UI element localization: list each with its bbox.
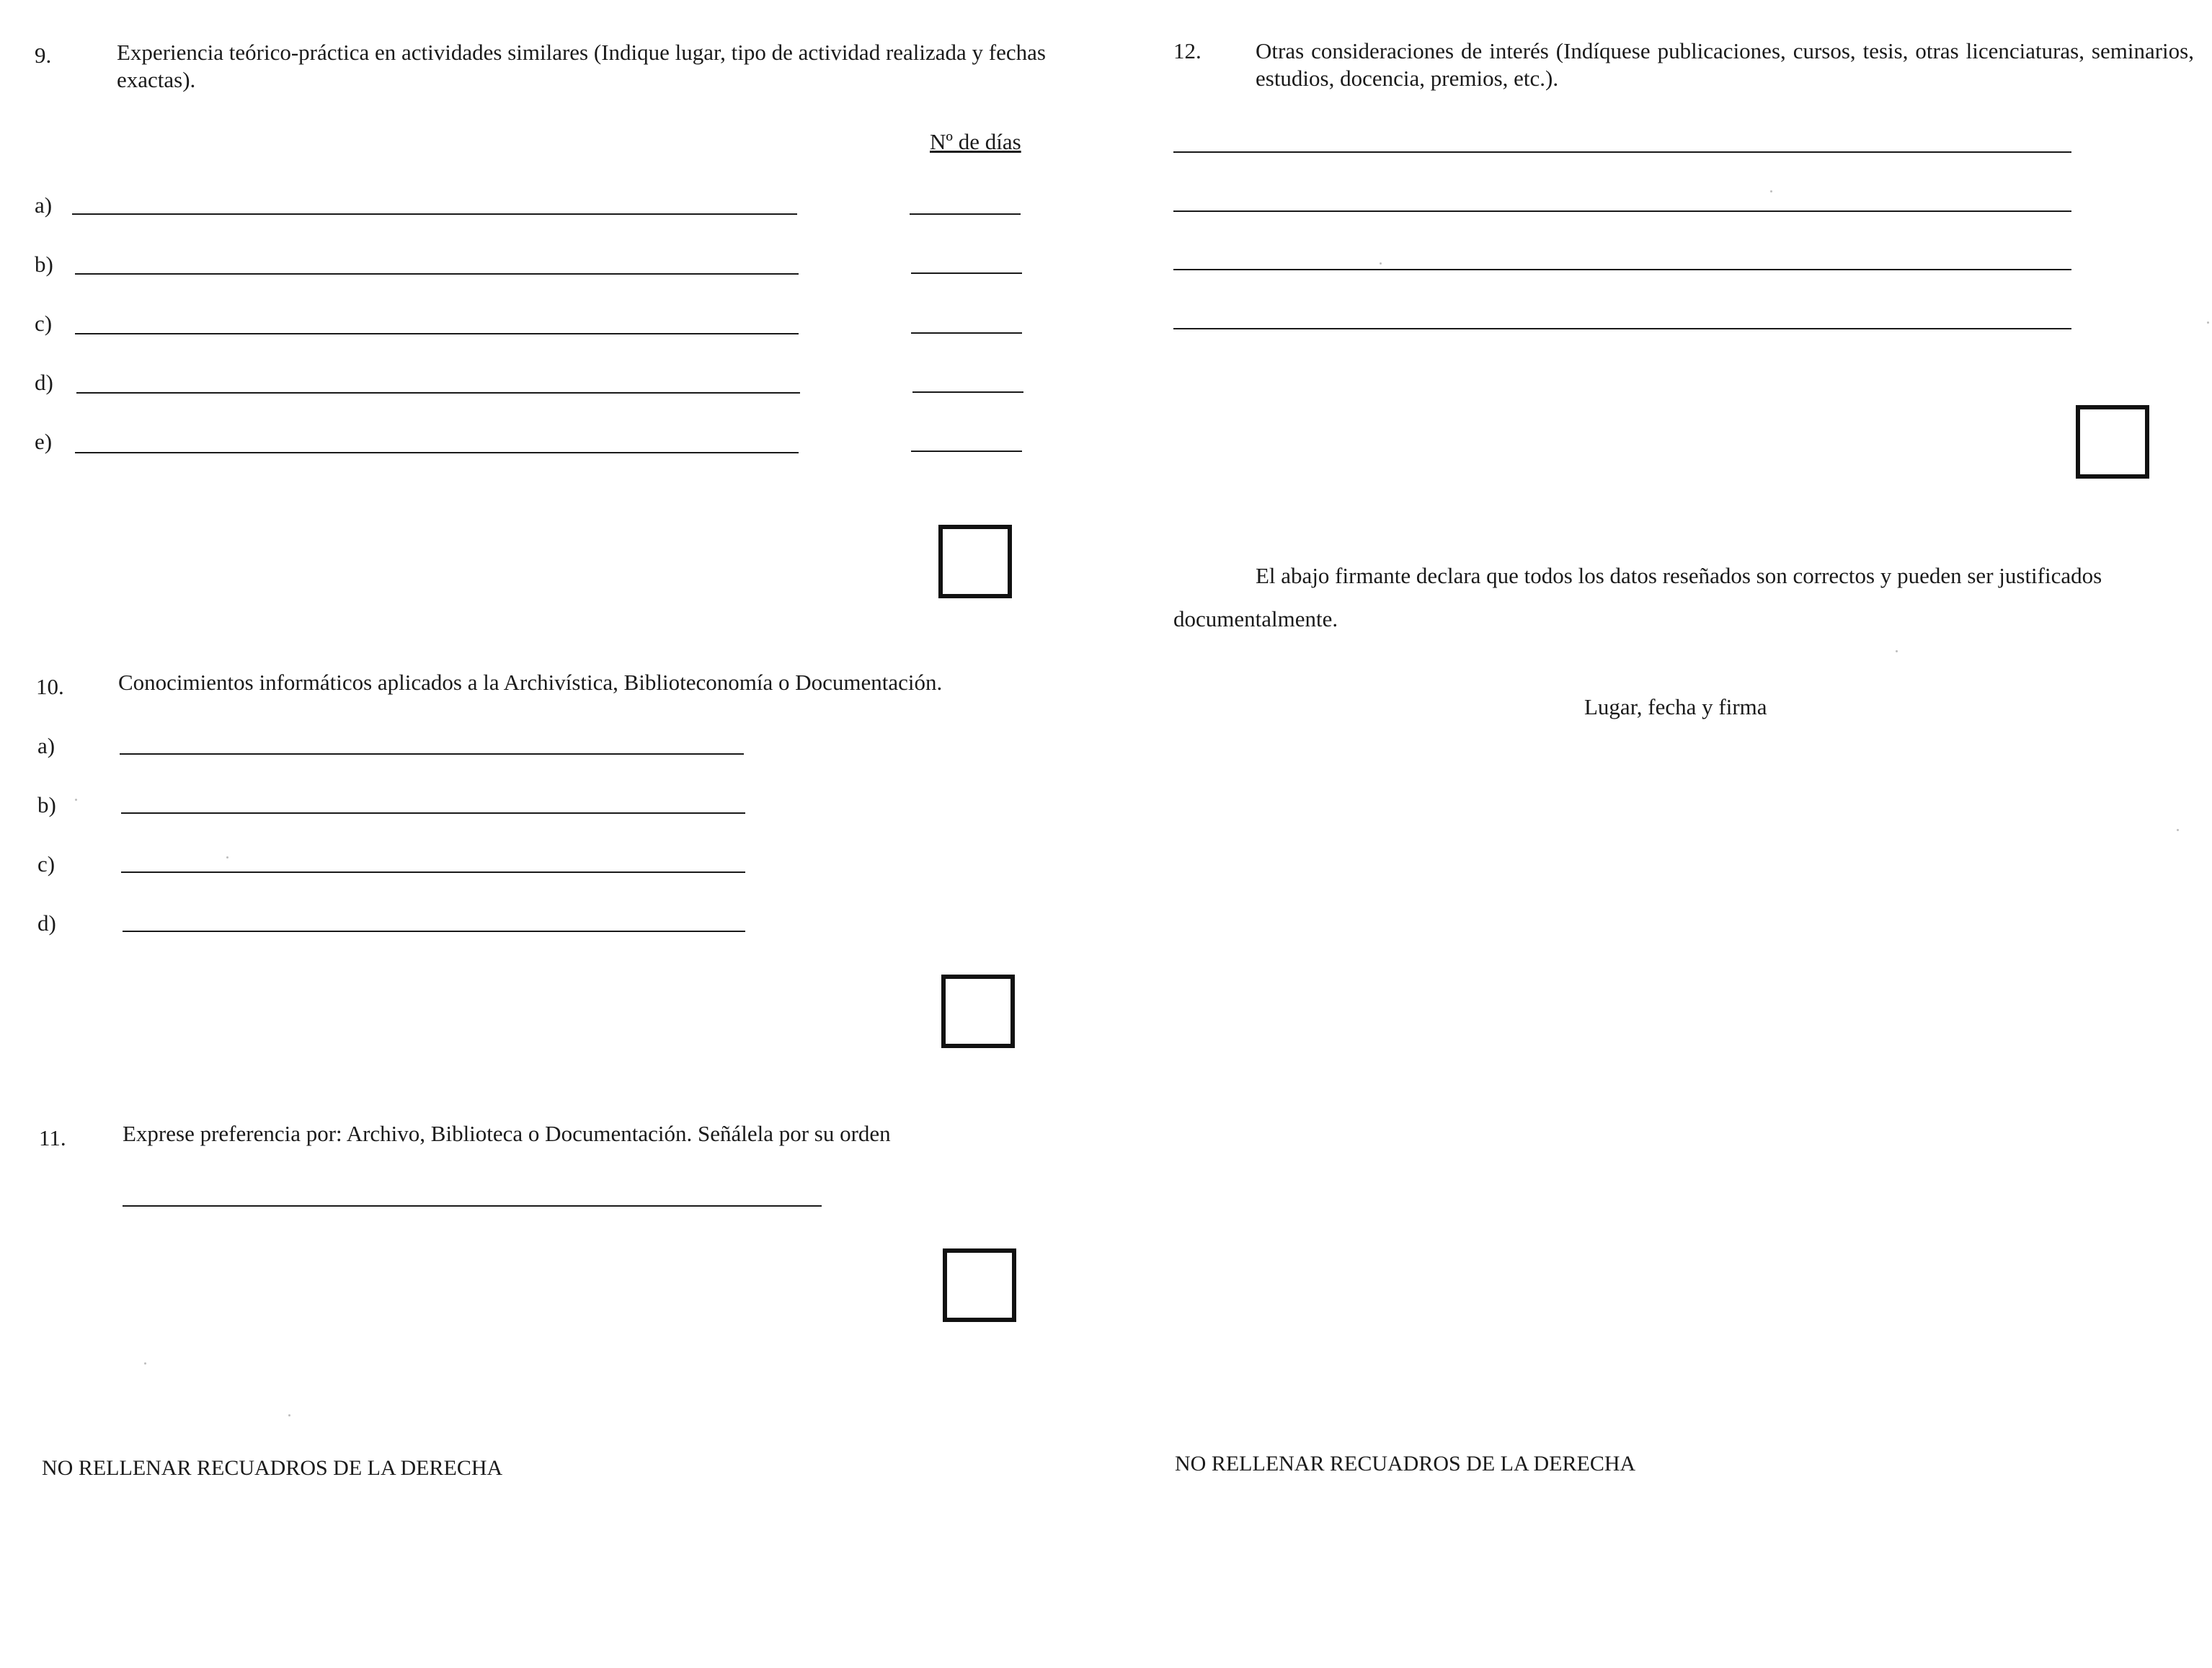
q10-item-d-field[interactable] [123, 931, 745, 932]
q9-item-a-label: a) [35, 192, 53, 218]
q9-scoring-box [938, 525, 1012, 598]
q10-number: 10. [36, 674, 64, 699]
q12-field-3[interactable] [1173, 269, 2071, 270]
q11-scoring-box [943, 1248, 1016, 1322]
q10-item-b-field[interactable] [121, 812, 745, 814]
q10-item-a-field[interactable] [120, 753, 744, 755]
q9-item-c-label: c) [35, 311, 53, 336]
declaration-text-line1: El abajo firmante declara que todos los datos reseñados son correctos y pueden ser justificados [1256, 563, 2102, 588]
q11-answer-field[interactable] [123, 1205, 822, 1207]
days-header: Nº de días [930, 129, 1021, 154]
q9-item-c-days-field[interactable] [911, 332, 1022, 334]
q11-text: Exprese preferencia por: Archivo, Biblioteca o Documentación. Señálela por su orden [123, 1121, 891, 1146]
q12-scoring-box [2076, 405, 2149, 479]
q9-item-d-label: d) [35, 370, 53, 395]
scan-speck [2177, 829, 2179, 831]
scan-speck [75, 799, 77, 801]
q9-number: 9. [35, 43, 52, 68]
q9-item-b-days-field[interactable] [911, 272, 1022, 274]
right-footer-note: NO RELLENAR RECUADROS DE LA DERECHA [1175, 1452, 1636, 1476]
q10-item-c-field[interactable] [121, 871, 745, 873]
scan-speck [1896, 650, 1898, 652]
q12-text: Otras consideraciones de interés (Indíquese publicaciones, cursos, tesis, otras licenciaturas, seminarios, estudios, docencia, premios, etc.). [1256, 38, 2194, 91]
scan-speck [1380, 262, 1382, 265]
scan-speck [144, 1362, 146, 1365]
q9-item-d-days-field[interactable] [912, 391, 1023, 393]
q9-item-b-field[interactable] [75, 273, 799, 275]
q9-item-d-field[interactable] [76, 392, 800, 394]
scan-speck [226, 856, 228, 859]
q12-field-4[interactable] [1173, 328, 2071, 329]
q9-item-e-field[interactable] [75, 452, 799, 453]
q10-item-d-label: d) [37, 910, 56, 936]
q12-number: 12. [1173, 38, 1202, 63]
q9-item-a-field[interactable] [72, 213, 797, 215]
scan-speck [1770, 190, 1772, 192]
q11-number: 11. [39, 1125, 66, 1150]
q9-item-c-field[interactable] [75, 333, 799, 334]
q9-item-e-label: e) [35, 429, 53, 454]
scan-speck [288, 1414, 290, 1416]
q9-item-b-label: b) [35, 252, 53, 277]
q10-text: Conocimientos informáticos aplicados a la Archivística, Biblioteconomía o Documentación. [118, 670, 943, 695]
q12-field-1[interactable] [1173, 151, 2071, 153]
declaration-text-line2: documentalmente. [1173, 606, 1338, 631]
scan-speck [2207, 321, 2209, 324]
q9-text: Experiencia teórico-práctica en actividades similares (Indique lugar, tipo de actividad realizada y fechas exactas). [117, 40, 1046, 92]
q10-item-b-label: b) [37, 792, 56, 817]
q12-field-2[interactable] [1173, 210, 2071, 212]
q10-item-a-label: a) [37, 733, 55, 758]
left-footer-note: NO RELLENAR RECUADROS DE LA DERECHA [42, 1456, 503, 1480]
signature-label: Lugar, fecha y firma [1584, 694, 1767, 719]
q9-item-e-days-field[interactable] [911, 451, 1022, 452]
q10-scoring-box [941, 975, 1015, 1048]
q9-item-a-days-field[interactable] [910, 213, 1021, 215]
q10-item-c-label: c) [37, 851, 55, 877]
